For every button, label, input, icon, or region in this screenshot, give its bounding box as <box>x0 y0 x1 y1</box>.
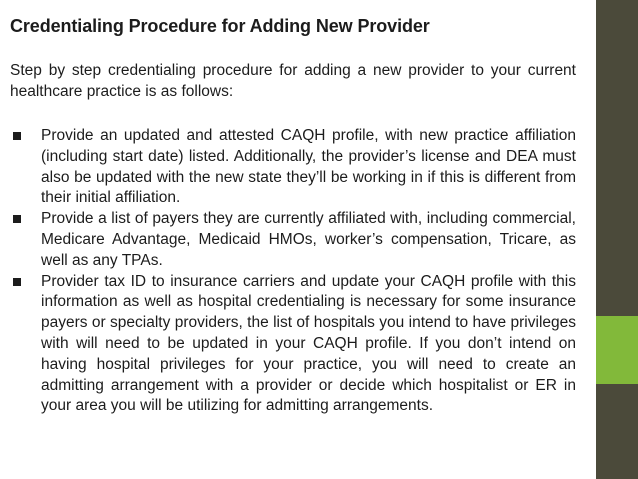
list-item-text: Provider tax ID to insurance carriers and update your CAQH profile with this information as well as hospital credentialing is necessary for some insurance payers or specialty providers, the list of hospitals you intend to have privileges with will need to be updated in your CAQH profile. If you don’t intend on having hospital privileges for your practice, you will need to create an admitting arrangement with a provider or decide which hospitalist or ER in your area you will be utilizing for admitting arrangements. <box>41 272 576 415</box>
list-item <box>10 209 576 271</box>
square-bullet-icon <box>13 278 21 286</box>
sidebar-accent-block <box>596 316 638 384</box>
slide-title: Credentialing Procedure for Adding New Provider <box>10 16 430 36</box>
list-item <box>10 126 576 209</box>
square-bullet-icon <box>13 215 21 223</box>
procedure-list <box>10 126 576 417</box>
list-item-text: Provide a list of payers they are currently affiliated with, including commercial, Medicare Advantage, Medicaid HMOs, worker’s compensation, Tricare, as well as any TPAs. <box>41 210 576 269</box>
list-item <box>10 272 576 418</box>
square-bullet-icon <box>13 132 21 140</box>
sidebar-stripe <box>596 0 638 479</box>
intro-paragraph: Step by step credentialing procedure for adding a new provider to your current healthcare practice is as follows: <box>10 62 576 100</box>
list-item-text: Provide an updated and attested CAQH profile, with new practice affiliation (including start date) listed. Additionally, the provider’s license and DEA must also be updated with the new state they’ll be working in if this is different from their initial affiliation. <box>41 127 576 207</box>
